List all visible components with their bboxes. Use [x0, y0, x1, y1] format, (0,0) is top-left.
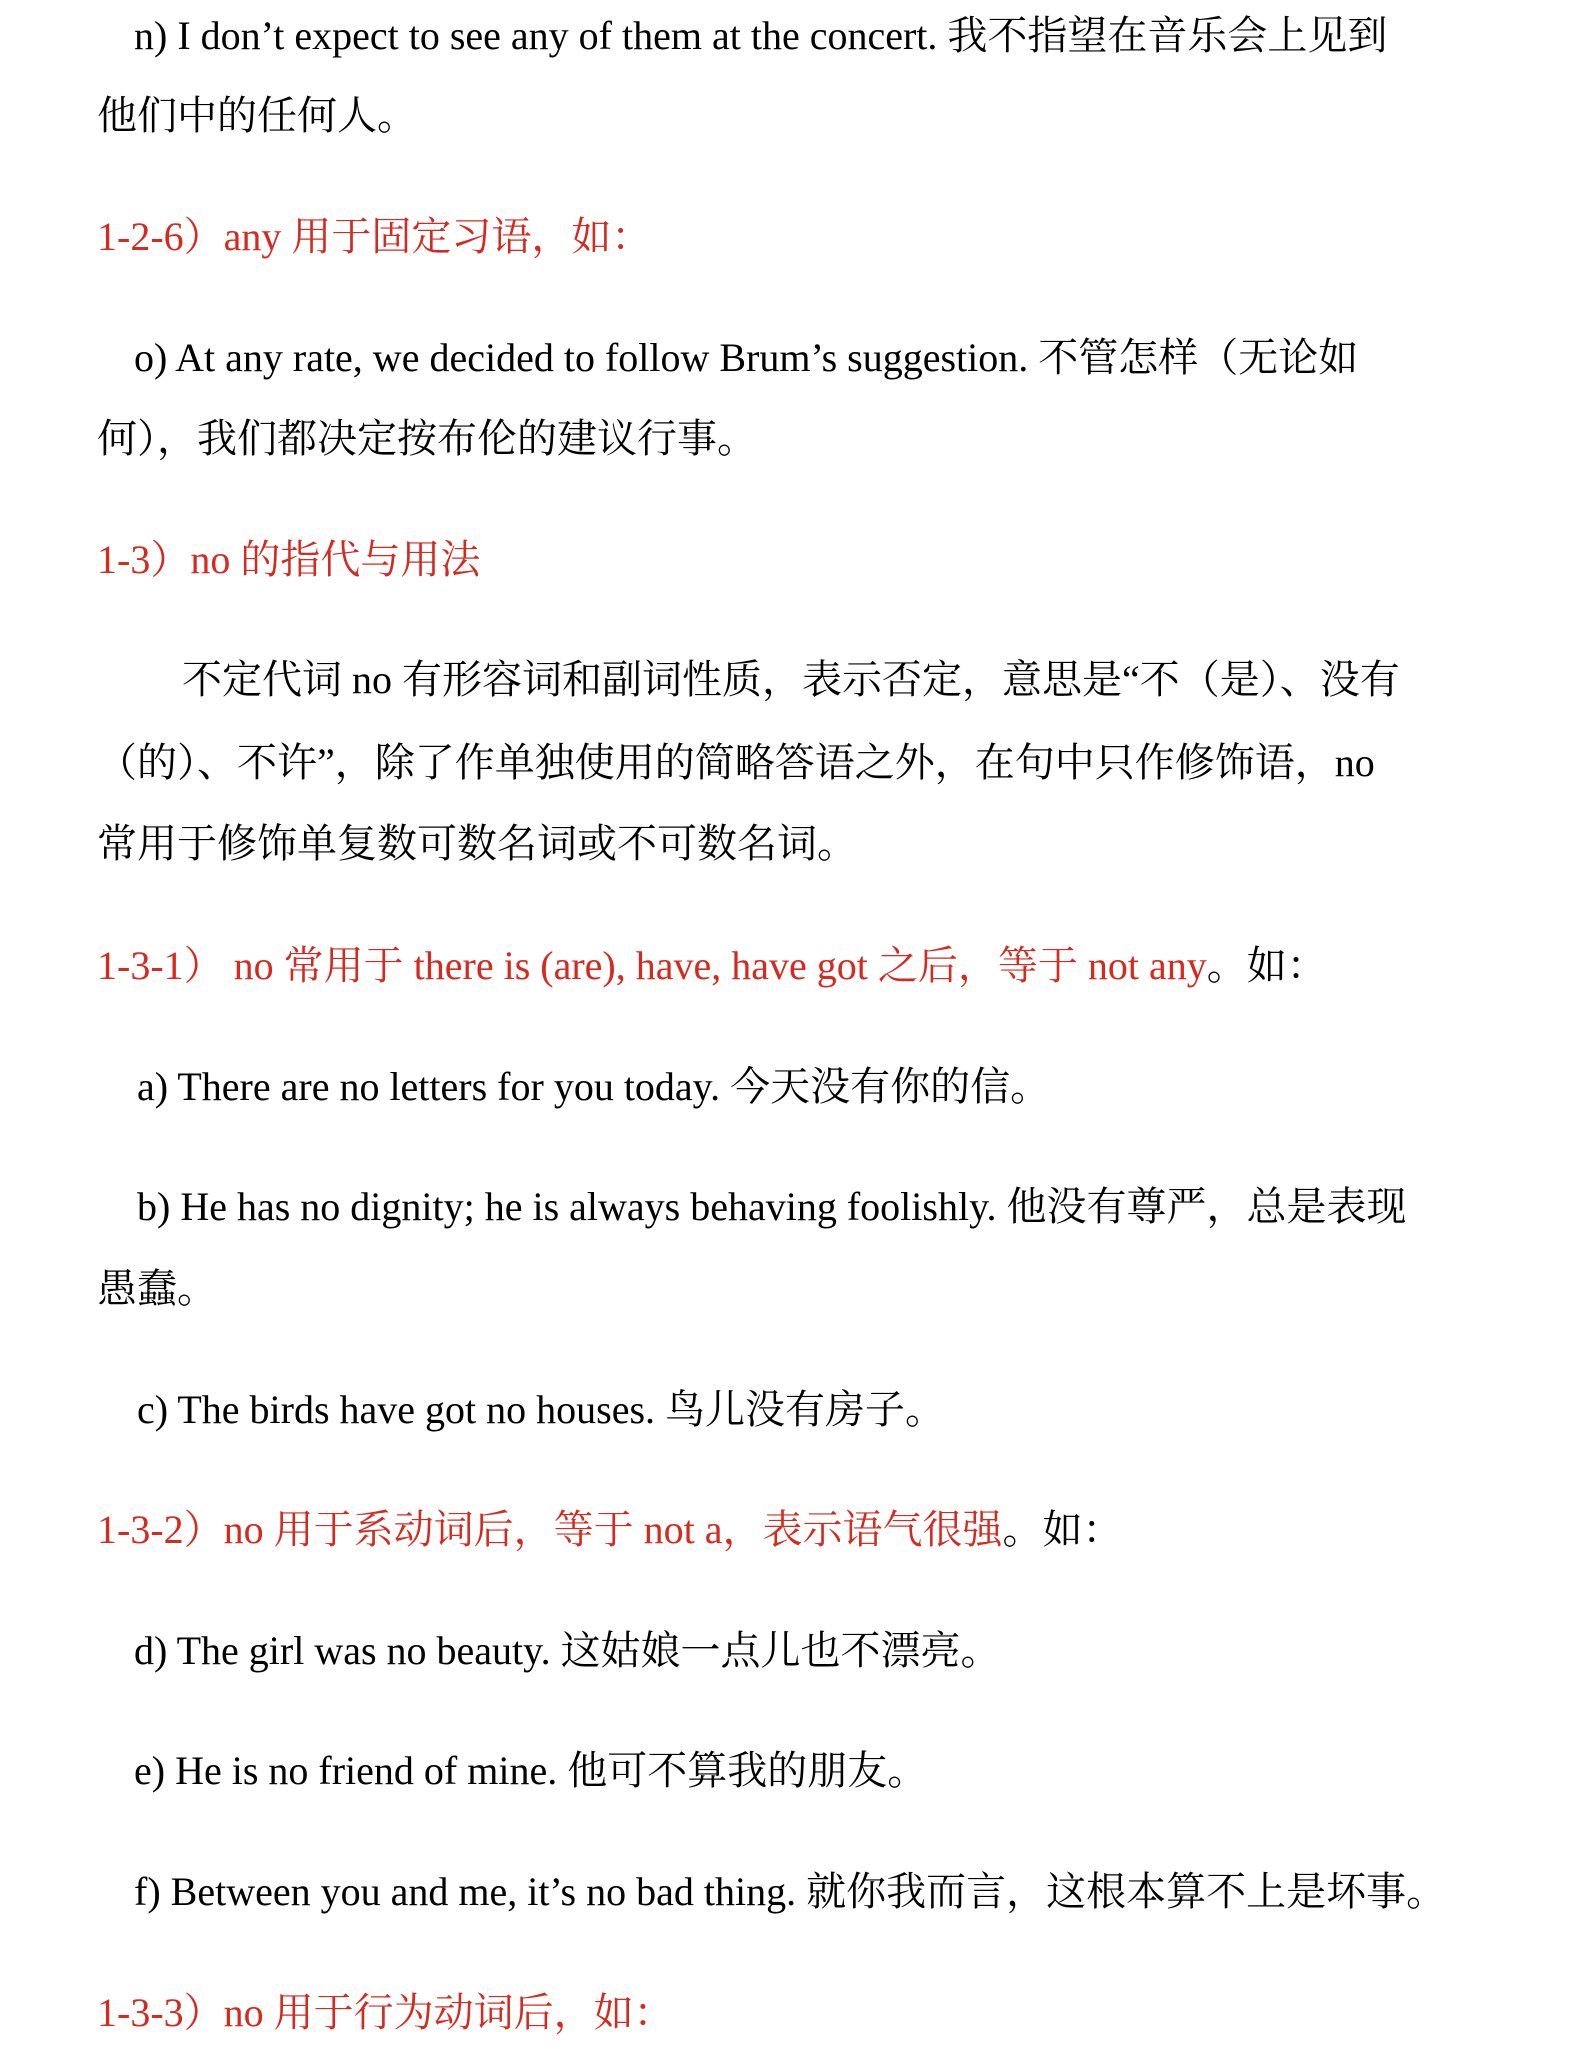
- heading-1-3-2-suffix: 。如：: [1002, 1507, 1123, 1552]
- paragraph-line-3: 常用于修饰单复数可数名词或不可数名词。: [97, 821, 857, 866]
- example-e: e) He is no friend of mine. 他可不算我的朋友。: [134, 1748, 928, 1793]
- example-o-line-2: 何），我们都决定按布伦的建议行事。: [97, 416, 757, 461]
- heading-1-3: 1-3）no 的指代与用法: [97, 537, 481, 582]
- heading-1-3-1-text: 1-3-1） no 常用于 there is (are), have, have got 之后，等于 not any: [97, 943, 1207, 988]
- example-o-line-1: o) At any rate, we decided to follow Brum’s suggestion. 不管怎样（无论如: [134, 335, 1359, 380]
- example-f: f) Between you and me, it’s no bad thing. 就你我而言，这根本算不上是坏事。: [134, 1869, 1447, 1914]
- heading-1-2-6: 1-2-6）any 用于固定习语，如：: [97, 214, 652, 259]
- heading-1-3-1: [97, 942, 1327, 990]
- heading-1-3-2: [97, 1506, 1123, 1554]
- example-d: d) The girl was no beauty. 这姑娘一点儿也不漂亮。: [134, 1628, 1001, 1673]
- paragraph-line-2: （的）、不许”，除了作单独使用的简略答语之外，在句中只作修饰语，no: [97, 740, 1375, 785]
- paragraph-line-1: 不定代词 no 有形容词和副词性质，表示否定，意思是“不（是）、没有: [182, 657, 1400, 702]
- example-n-line-1: n) I don’t expect to see any of them at the concert. 我不指望在音乐会上见到: [134, 13, 1388, 58]
- example-n-line-2: 他们中的任何人。: [97, 93, 417, 138]
- example-b-line-2: 愚蠢。: [97, 1266, 217, 1311]
- heading-1-3-3: 1-3-3）no 用于行为动词后，如：: [97, 1990, 674, 2035]
- example-c: c) The birds have got no houses. 鸟儿没有房子。: [137, 1387, 946, 1432]
- heading-1-3-1-suffix: 。如：: [1206, 943, 1327, 988]
- example-b-line-1: b) He has no dignity; he is always behaving foolishly. 他没有尊严，总是表现: [137, 1184, 1407, 1229]
- example-a: a) There are no letters for you today. 今天没有你的信。: [137, 1064, 1051, 1109]
- heading-1-3-2-text: 1-3-2）no 用于系动词后，等于 not a，表示语气很强: [97, 1507, 1003, 1552]
